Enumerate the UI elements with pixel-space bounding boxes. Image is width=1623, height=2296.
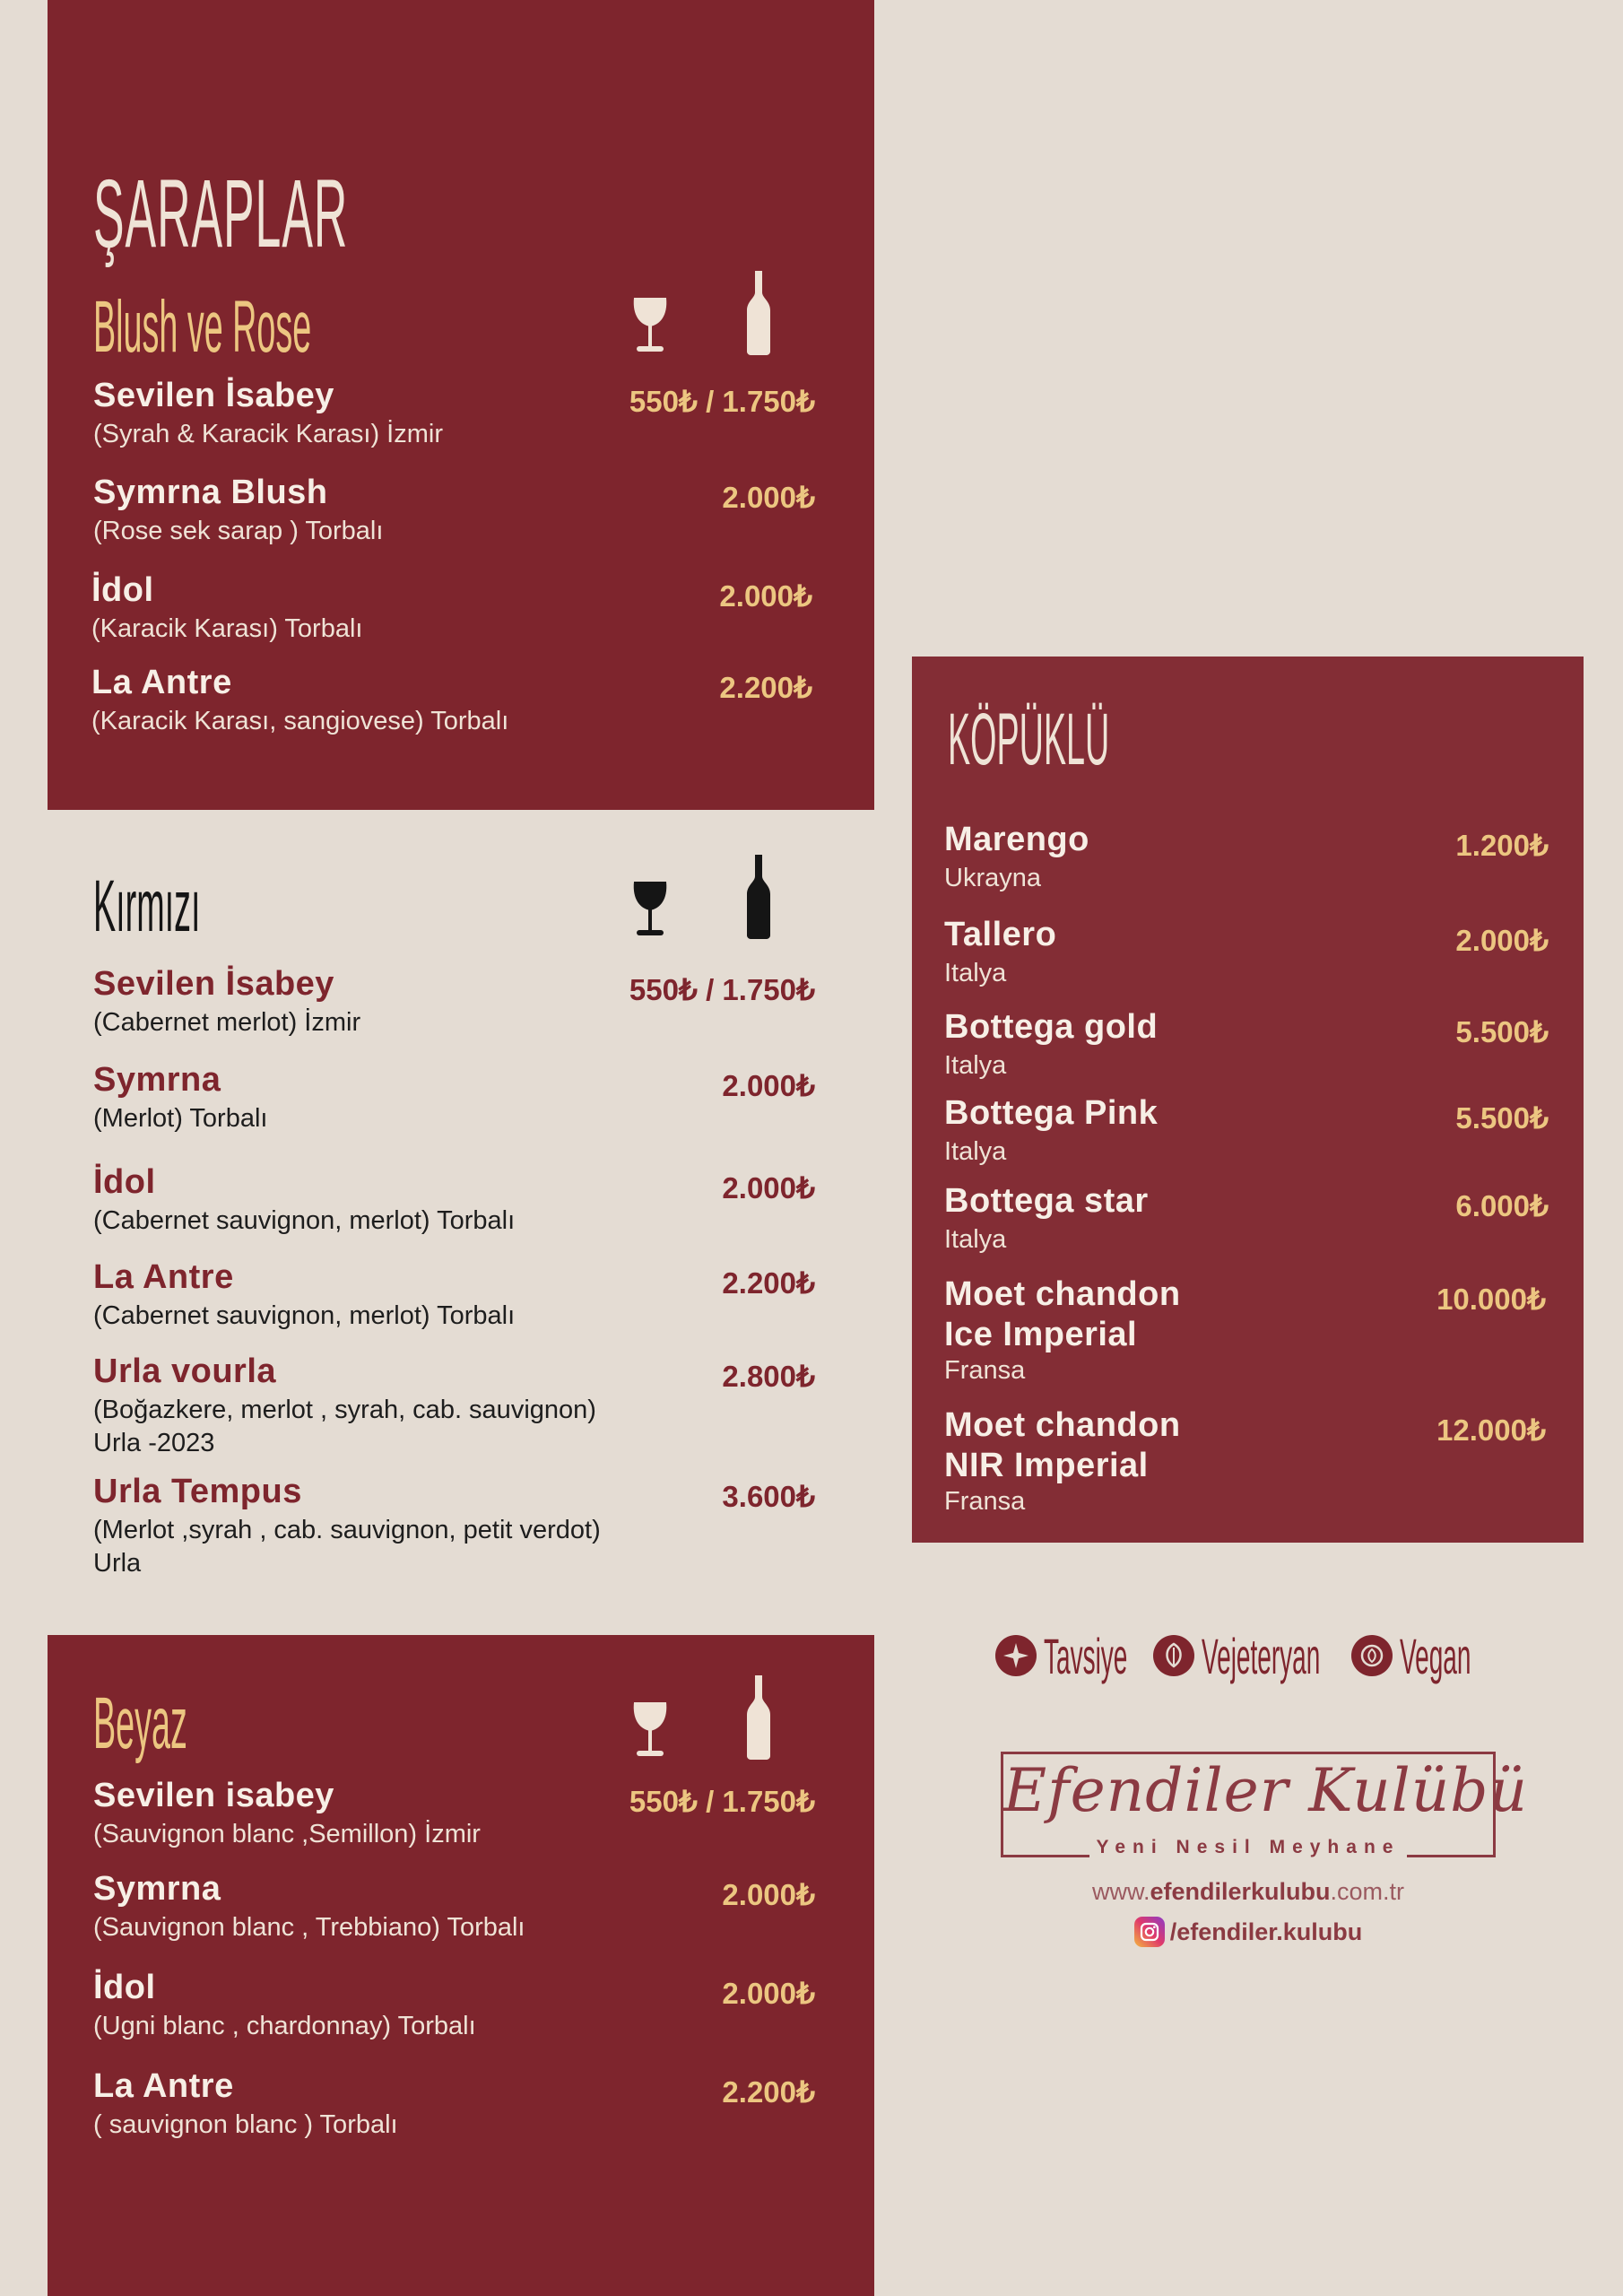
list-item: İdol (Ugni blanc , chardonnay) Torbalı	[93, 1969, 476, 2040]
list-item: Bottega star Italya	[944, 1182, 1149, 1254]
section-title-beyaz: Beyaz	[93, 1683, 187, 1764]
list-item: İdol (Karacik Karası) Torbalı	[91, 571, 363, 643]
wine-bottle-icon	[746, 271, 771, 355]
legend-item-tavsiye: Tavsiye	[995, 1627, 1133, 1685]
item-price: 2.800₺	[722, 1360, 815, 1393]
item-price: 550₺ / 1.750₺	[629, 973, 815, 1006]
item-price: 5.500₺	[1455, 1015, 1549, 1048]
item-price: 2.200₺	[722, 2075, 815, 2109]
diet-legend	[995, 1627, 1491, 1684]
section-title-kirmizi: Kırmızı	[93, 865, 201, 947]
list-item: Urla vourla (Boğazkere, merlot , syrah, cab. sauvignon) Urla -2023	[93, 1352, 596, 1457]
star-icon	[995, 1635, 1037, 1676]
list-item: Marengo Ukrayna	[944, 821, 1089, 892]
item-price: 550₺ / 1.750₺	[629, 385, 815, 418]
item-price: 6.000₺	[1455, 1189, 1549, 1222]
brand-logo	[1001, 1752, 1528, 1857]
item-price: 2.200₺	[719, 671, 812, 704]
item-price: 2.000₺	[722, 1878, 815, 1911]
section-title-blush: Blush ve Rose	[93, 286, 312, 368]
instagram-icon	[1134, 1917, 1165, 1947]
page-title: ŞARAPLAR	[93, 159, 349, 267]
list-item: Sevilen isabey (Sauvignon blanc ,Semillon) İzmir	[93, 1777, 481, 1848]
list-item: La Antre ( sauvignon blanc ) Torbalı	[93, 2067, 398, 2139]
item-price: 10.000₺	[1436, 1283, 1546, 1316]
item-price: 2.000₺	[722, 481, 815, 514]
item-price: 1.200₺	[1455, 829, 1549, 862]
legend-item-vejeteryan: Vejeteryan	[1153, 1627, 1332, 1685]
wine-bottle-icon	[746, 855, 771, 939]
item-price: 2.000₺	[722, 1171, 815, 1205]
item-price: 12.000₺	[1436, 1413, 1546, 1447]
item-price: 550₺ / 1.750₺	[629, 1785, 815, 1818]
list-item: Moet chandon NIR Imperial Fransa	[944, 1406, 1181, 1516]
wine-glass-icon	[629, 1699, 671, 1760]
wine-bottle-icon	[746, 1675, 771, 1760]
vegan-leaf-icon	[1351, 1635, 1393, 1676]
item-price: 2.200₺	[722, 1266, 815, 1300]
wine-glass-icon	[629, 294, 671, 355]
list-item: Symrna (Merlot) Torbalı	[93, 1061, 268, 1133]
item-price: 2.000₺	[722, 1069, 815, 1102]
leaf-icon	[1153, 1635, 1194, 1676]
list-item: La Antre (Karacik Karası, sangiovese) Torbalı	[91, 664, 509, 735]
list-item: İdol (Cabernet sauvignon, merlot) Torbalı	[93, 1163, 516, 1235]
legend-item-vegan: Vegan	[1351, 1627, 1471, 1685]
wine-glass-icon	[629, 878, 671, 939]
item-price: 3.600₺	[722, 1480, 815, 1513]
list-item: Sevilen İsabey (Syrah & Karacik Karası) İzmir	[93, 377, 443, 448]
list-item: Sevilen İsabey (Cabernet merlot) İzmir	[93, 965, 361, 1037]
logo-subtitle: Yeni Nesil Meyhane	[1003, 1837, 1493, 1858]
list-item: Bottega Pink Italya	[944, 1094, 1159, 1166]
item-price: 2.000₺	[1455, 924, 1549, 957]
logo-script: Efendiler Kulübü	[1003, 1756, 1528, 1825]
list-item: Symrna Blush (Rose sek sarap ) Torbalı	[93, 474, 384, 545]
item-price: 2.000₺	[722, 1977, 815, 2010]
list-item: Moet chandon Ice Imperial Fransa	[944, 1275, 1181, 1385]
website-link[interactable]: www.efendilerkulubu.com.tr	[1091, 1878, 1405, 1905]
list-item: Bottega gold Italya	[944, 1008, 1159, 1080]
list-item: Tallero Italya	[944, 916, 1057, 987]
list-item: Symrna (Sauvignon blanc , Trebbiano) Torbalı	[93, 1870, 525, 1942]
item-price: 2.000₺	[719, 579, 812, 613]
item-price: 5.500₺	[1455, 1101, 1549, 1135]
list-item: Urla Tempus (Merlot ,syrah , cab. sauvignon, petit verdot) Urla	[93, 1473, 601, 1578]
instagram-link[interactable]: /efendiler.kulubu	[1001, 1917, 1496, 1947]
section-title-kopuklu: KÖPÜKLÜ	[948, 699, 1110, 780]
list-item: La Antre (Cabernet sauvignon, merlot) Torbalı	[93, 1258, 516, 1330]
